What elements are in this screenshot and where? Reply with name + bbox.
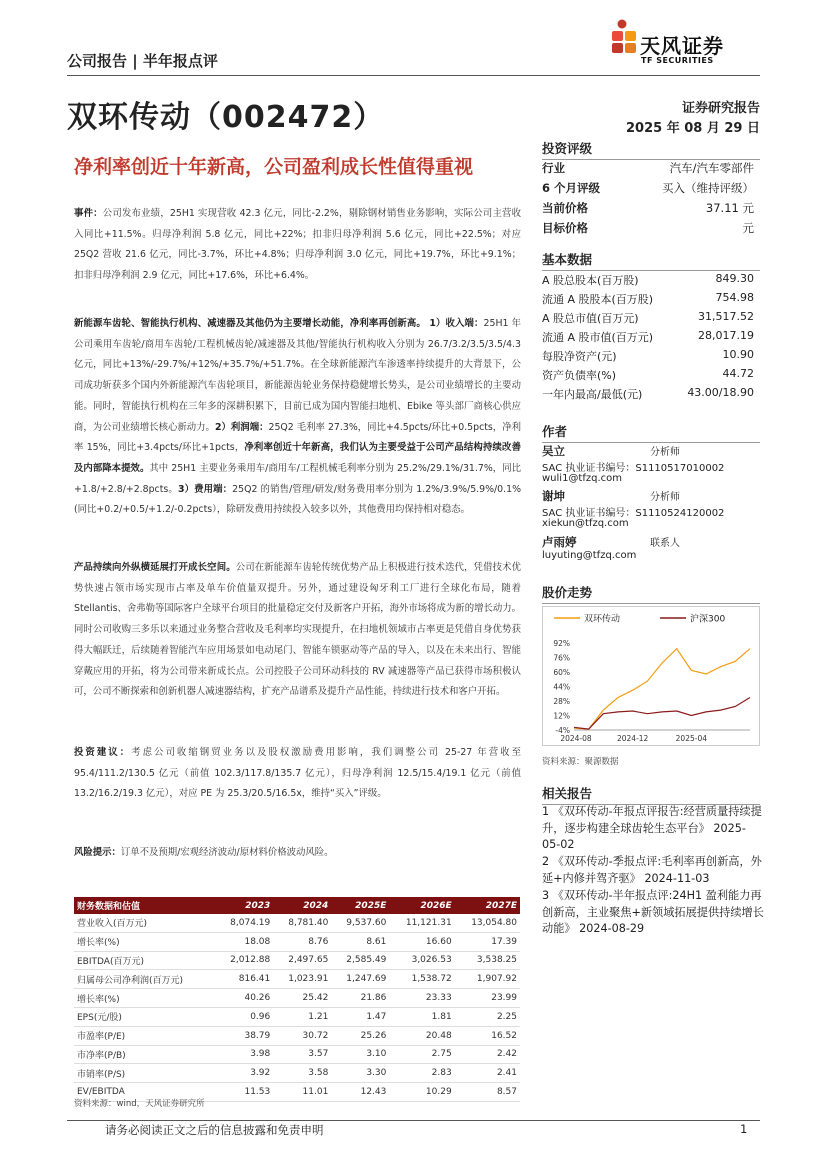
table-cell: 营业收入(百万元) xyxy=(74,914,215,932)
table-row xyxy=(74,1045,520,1064)
table-cell: 0.96 xyxy=(215,1007,273,1026)
table-row xyxy=(74,914,520,932)
fin-header-cell: 2023 xyxy=(245,900,271,911)
related-item-date: 2024-11-03 xyxy=(644,871,710,885)
basic-data-row xyxy=(542,386,760,404)
basic-data-value: 44.72 xyxy=(722,367,754,380)
tf-logo-icon xyxy=(608,18,644,62)
table-cell: 市销率(P/S) xyxy=(74,1064,215,1083)
logo-english-text: TF SECURITIES xyxy=(641,56,714,65)
author-email[interactable]: wuli1@tfzq.com xyxy=(542,473,623,484)
table-cell: 2.41 xyxy=(455,1064,520,1083)
table-cell: EBITDA(百万元) xyxy=(74,951,215,970)
table-cell: 30.72 xyxy=(273,1026,331,1045)
table-cell: 11.01 xyxy=(273,1083,331,1102)
table-cell: 3,538.25 xyxy=(455,951,520,970)
table-cell: 1,247.69 xyxy=(331,970,389,989)
basic-data-key: 每股净资产(元) xyxy=(542,350,617,363)
table-cell: 8.57 xyxy=(455,1083,520,1102)
y-tick-label: 44% xyxy=(553,682,570,692)
price-chart xyxy=(542,606,760,746)
growth-netmargin-bold: 净利率创近十年新高，我们认为主要受益于公司产品结构持续改善及内部降本提效。 xyxy=(74,442,521,474)
table-cell: 3.10 xyxy=(331,1045,389,1064)
growth-profit-text: 25Q2 毛利率 27.3%，同比+4.5pcts/环比+0.5pcts，净利率 15%，同比+3.4pcts/环比+1pcts， xyxy=(74,421,521,454)
table-cell: 3.92 xyxy=(215,1064,273,1083)
page-number: 1 xyxy=(740,1122,748,1136)
table-cell: 21.86 xyxy=(331,989,389,1008)
author-role: 分析师 xyxy=(650,492,680,503)
table-cell: 13,054.80 xyxy=(455,914,520,932)
author-name: 卢雨婷 xyxy=(542,535,577,549)
y-tick-label: 28% xyxy=(553,697,570,707)
author-cert: SAC 执业证书编号：S1110517010002 xyxy=(542,463,725,474)
author-cert: SAC 执业证书编号：S1110524120002 xyxy=(542,508,725,519)
related-item-3[interactable] xyxy=(542,888,764,938)
investment-label: 投资建议： xyxy=(74,747,132,758)
basic-data-key: 一年内最高/最低(元) xyxy=(542,388,643,401)
financial-table xyxy=(74,897,520,1102)
related-item-date: 2025-05-02 xyxy=(542,821,746,851)
header-divider xyxy=(67,75,760,76)
table-cell: 3.57 xyxy=(273,1045,331,1064)
y-tick-label: -4% xyxy=(555,726,570,735)
paragraph-growth xyxy=(74,314,521,521)
basic-data-key: 资产负债率(%) xyxy=(542,369,617,382)
author-email[interactable]: luyuting@tfzq.com xyxy=(542,550,637,561)
table-row xyxy=(74,1064,520,1083)
growth-expense-label: 3）费用端： xyxy=(177,483,233,495)
basic-data-value: 28,017.19 xyxy=(698,329,754,342)
table-cell: 2,012.88 xyxy=(215,951,273,970)
basic-data-section-title: 基本数据 xyxy=(542,250,760,271)
related-item-text: 3 《双环传动-半年报点评:24H1 盈利能力再创新高，主业聚焦+新领域拓展提供持续增长动能》 xyxy=(542,889,764,935)
company-title: 双环传动（002472） xyxy=(67,100,385,135)
table-row xyxy=(74,932,520,951)
products-bold: 产品持续向外纵横延展打开成长空间。 xyxy=(74,562,236,573)
table-cell: 16.60 xyxy=(389,932,454,951)
report-type-label: 公司报告 | 半年报点评 xyxy=(67,52,218,70)
table-row xyxy=(74,1026,520,1045)
table-cell: 2.75 xyxy=(389,1045,454,1064)
table-cell: 10.29 xyxy=(389,1083,454,1102)
rating-row xyxy=(542,180,760,199)
table-cell: 17.39 xyxy=(455,932,520,951)
legend-label: 沪深300 xyxy=(690,614,726,625)
table-cell: 11.53 xyxy=(215,1083,273,1102)
rating-key: 行业 xyxy=(542,161,565,175)
table-cell: 8.61 xyxy=(331,932,389,951)
y-tick-label: 12% xyxy=(553,711,570,721)
author-block-3 xyxy=(542,534,762,564)
price-chart-section-title: 股价走势 xyxy=(542,583,760,604)
report-kind: 证券研究报告 xyxy=(681,101,760,116)
table-cell: 40.26 xyxy=(215,989,273,1008)
related-section-title: 相关报告 xyxy=(542,784,760,805)
basic-data-key: A 股总市值(百万元) xyxy=(542,312,639,325)
headline: 净利率创近十年新高，公司盈利成长性值得重视 xyxy=(74,156,474,178)
table-cell: EV/EBITDA xyxy=(74,1083,215,1102)
basic-data-row xyxy=(542,367,760,385)
logo-chinese-text: 天风证券 xyxy=(640,34,724,58)
table-cell: 1.21 xyxy=(273,1007,331,1026)
table-row xyxy=(74,970,520,989)
rating-value: 37.11 元 xyxy=(705,201,754,215)
rating-row xyxy=(542,200,760,219)
basic-data-key: A 股总股本(百万股) xyxy=(542,274,639,287)
basic-data-value: 31,517.52 xyxy=(698,310,754,323)
author-role: 联系人 xyxy=(650,538,680,549)
paragraph-investment xyxy=(74,743,521,805)
x-tick-label: 2025-04 xyxy=(675,734,708,743)
basic-data-value: 849.30 xyxy=(715,272,754,285)
y-tick-label: 76% xyxy=(553,653,570,663)
table-cell: EPS(元/股) xyxy=(74,1007,215,1026)
rating-row xyxy=(542,160,760,179)
table-cell: 11,121.31 xyxy=(389,914,454,932)
fin-header-cell: 财务数据和估值 xyxy=(77,902,141,912)
author-block-2 xyxy=(542,488,762,532)
table-cell: 8,074.19 xyxy=(215,914,273,932)
table-cell: 增长率(%) xyxy=(74,932,215,951)
table-row xyxy=(74,951,520,970)
x-tick-label: 2024-08 xyxy=(560,734,592,743)
table-cell: 23.99 xyxy=(455,989,520,1008)
paragraph-event xyxy=(74,204,521,287)
table-cell: 2.25 xyxy=(455,1007,520,1026)
growth-expense-text: 25Q2 的销售/管理/研发/财务费用率分别为 1.2%/3.9%/5.9%/0.1%(同比+0.2/+0.5/+1.2/-0.2pcts），除研发费用持续投入较多以外，其他费用均保持相对稳态。 xyxy=(74,483,521,516)
footer-divider xyxy=(67,1120,760,1121)
table-cell: 1,907.92 xyxy=(455,970,520,989)
basic-data-key: 流通 A 股市值(百万元) xyxy=(542,331,654,344)
fin-table-source: 资料来源：wind，天风证券研究所 xyxy=(74,1099,205,1109)
risk-label: 风险提示： xyxy=(74,847,121,858)
table-cell: 9,537.60 xyxy=(331,914,389,932)
table-cell: 23.33 xyxy=(389,989,454,1008)
basic-data-key: 流通 A 股股本(百万股) xyxy=(542,293,654,306)
basic-data-row xyxy=(542,329,760,347)
growth-revenue-label: 1）收入端： xyxy=(425,318,484,329)
table-cell: 3,026.53 xyxy=(389,951,454,970)
table-cell: 1,538.72 xyxy=(389,970,454,989)
basic-data-row xyxy=(542,291,760,309)
author-block-1 xyxy=(542,443,762,487)
x-tick-label: 2024-12 xyxy=(616,734,649,743)
table-cell: 25.42 xyxy=(273,989,331,1008)
table-cell: 18.08 xyxy=(215,932,273,951)
paragraph-risk xyxy=(74,843,521,864)
products-text: 公司在新能源车齿轮传统优势产品上积极进行技术迭代，凭借技术优势快速占领市场实现市占率及单车价值量双提升。另外，通过建设匈牙利工厂进行全球化布局，随着 Stellantis、舍弗勒等国际客户全球平台项目的批量稳定交付及新客户开拓，海外市场将成为新的增长动力。同时公司收购三多乐以来通过业务整合营收及毛利率均实现提升，在扫地机领域市占率更是凭借自身优势获得大幅跃迁，后续随着智能汽车应用场景如电动尾门、智能车锁驱动等产品的导入，以及在未来出行、智能穿戴应用的开拓，将为公司带来新成长点。公司控股子公司环动科技的 RV 减速器等产品已获得市场积极认可，公司不断探索和创新机器人减速器结构，扩充产品谱系及提升产品性能，持续进行技术和客户开拓。 xyxy=(74,562,521,698)
table-cell: 1.81 xyxy=(389,1007,454,1026)
basic-data-row xyxy=(542,348,760,366)
related-item-date: 2024-08-29 xyxy=(579,922,645,935)
table-cell: 38.79 xyxy=(215,1026,273,1045)
basic-data-value: 754.98 xyxy=(715,291,754,304)
basic-data-row xyxy=(542,272,760,290)
table-cell: 1.47 xyxy=(331,1007,389,1026)
table-cell: 816.41 xyxy=(215,970,273,989)
rating-section-title: 投资评级 xyxy=(542,139,760,160)
author-name: 吴立 xyxy=(542,444,565,458)
table-cell: 20.48 xyxy=(389,1026,454,1045)
growth-profit-label: 2）利润端： xyxy=(214,421,269,433)
rating-key: 当前价格 xyxy=(542,201,588,215)
y-tick-label: 60% xyxy=(553,668,570,678)
basic-data-value: 43.00/18.90 xyxy=(687,386,754,399)
table-cell: 16.52 xyxy=(455,1026,520,1045)
rating-value: 元 xyxy=(742,221,754,235)
table-cell: 归属母公司净利润(百万元) xyxy=(74,970,215,989)
table-cell: 3.30 xyxy=(331,1064,389,1083)
table-cell: 2,585.49 xyxy=(331,951,389,970)
rating-value: 买入（维持评级） xyxy=(662,181,754,195)
growth-bold: 新能源车齿轮、智能执行机构、减速器及其他仍为主要增长动能，净利率再创新高。 xyxy=(74,318,426,329)
basic-data-row xyxy=(542,310,760,328)
related-item-text: 2 《双环传动-季报点评:毛利率再创新高，外延+内修并驾齐驱》 xyxy=(542,855,762,885)
table-cell: 2.83 xyxy=(389,1064,454,1083)
growth-margin-text: 其中 25H1 主要业务乘用车/商用车/工程机械毛利率分别为 25.2%/29.1%/31.7%，同比+1.8/+2.8/+2.8pcts。 xyxy=(74,462,521,495)
fin-table-header-row xyxy=(74,897,520,914)
risk-text: 订单不及预期/宏观经济波动/原材料价格波动风险。 xyxy=(120,847,334,858)
related-item-text: 1 《双环传动-年报点评报告:经营质量持续提升，逐步构建全球齿轮生态平台》 xyxy=(542,805,762,835)
paragraph-products xyxy=(74,558,521,703)
table-cell: 市净率(P/B) xyxy=(74,1045,215,1064)
fin-header-cell: 2027E xyxy=(485,900,517,911)
fin-header-cell: 2025E xyxy=(355,900,387,911)
growth-revenue-text: 25H1 年公司乘用车齿轮/商用车齿轮/工程机械齿轮/减速器及其他/智能执行机构收入分别为 26.7/3.2/3.5/3.5/4.3 亿元，同比+13%/-29.7%/+12%/+35.7%/+51.7%。在全球新能源汽车渗透率持续提升的大背景下，公司成功斩获多个国内外新能源汽车齿轮项目，新能源齿轮业务保持稳健增长势头，是公司业绩增长的主要动能。同时，智能执行机构在三年多的深耕积累下，目前已成为国内智能扫地机、Ebike 等头部厂商核心供应商，为公司业绩增长核心新动力。 xyxy=(74,318,521,433)
author-role: 分析师 xyxy=(650,447,680,458)
legend-label: 双环传动 xyxy=(584,614,621,625)
table-row xyxy=(74,989,520,1008)
table-cell: 8.76 xyxy=(273,932,331,951)
author-name: 谢坤 xyxy=(542,489,565,503)
table-cell: 1,023.91 xyxy=(273,970,331,989)
fin-header-cell: 2024 xyxy=(303,900,329,911)
authors-section-title: 作者 xyxy=(542,422,760,443)
event-label: 事件： xyxy=(74,208,103,219)
table-row xyxy=(74,1007,520,1026)
rating-key: 目标价格 xyxy=(542,221,588,235)
related-item-1[interactable] xyxy=(542,804,764,854)
table-cell: 8,781.40 xyxy=(273,914,331,932)
price-chart-source: 资料来源：聚源数据 xyxy=(542,757,619,767)
table-cell: 2,497.65 xyxy=(273,951,331,970)
table-cell: 3.98 xyxy=(215,1045,273,1064)
table-cell: 25.26 xyxy=(331,1026,389,1045)
event-text: 公司发布业绩，25H1 实现营收 42.3 亿元，同比-2.2%，剔除钢材销售业务影响，实际公司主营收入同比+11.5%。归母净利润 5.8 亿元，同比+22%；扣非归母净利润 5.6 亿元，同比+22.5%；对应 25Q2 营收 21.6 亿元，同比-3.7%，环比+4.8%；归母净利润 3.0 亿元，同比+19.7%，环比+9.1%；扣非归母净利润 2.9 亿元，同比+17.6%，环比+6.4%。 xyxy=(74,208,521,282)
report-date: 2025 年 08 月 29 日 xyxy=(626,121,760,136)
rating-row xyxy=(542,220,760,239)
table-cell: 2.42 xyxy=(455,1045,520,1064)
footer-disclaimer[interactable]: 请务必阅读正文之后的信息披露和免责申明 xyxy=(105,1123,324,1137)
table-cell: 3.58 xyxy=(273,1064,331,1083)
investment-text: 考虑公司收缩钢贸业务以及股权激励费用影响，我们调整公司 25-27 年营收至 95.4/111.2/130.5 亿元（前值 102.3/117.8/135.7 亿元），归母净利润 12.5/15.4/19.1 亿元（前值 13.2/16.2/19.3 亿元），对应 PE 为 25.3/20.5/16.5x，维持“买入”评级。 xyxy=(74,747,521,800)
table-cell: 增长率(%) xyxy=(74,989,215,1008)
related-item-2[interactable] xyxy=(542,854,764,887)
basic-data-value: 10.90 xyxy=(722,348,754,361)
table-cell: 12.43 xyxy=(331,1083,389,1102)
table-cell: 市盈率(P/E) xyxy=(74,1026,215,1045)
fin-header-cell: 2026E xyxy=(420,900,452,911)
rating-value: 汽车/汽车零部件 xyxy=(669,161,754,175)
author-email[interactable]: xiekun@tfzq.com xyxy=(542,518,629,529)
y-tick-label: 92% xyxy=(553,639,570,649)
rating-key: 6 个月评级 xyxy=(542,181,601,195)
